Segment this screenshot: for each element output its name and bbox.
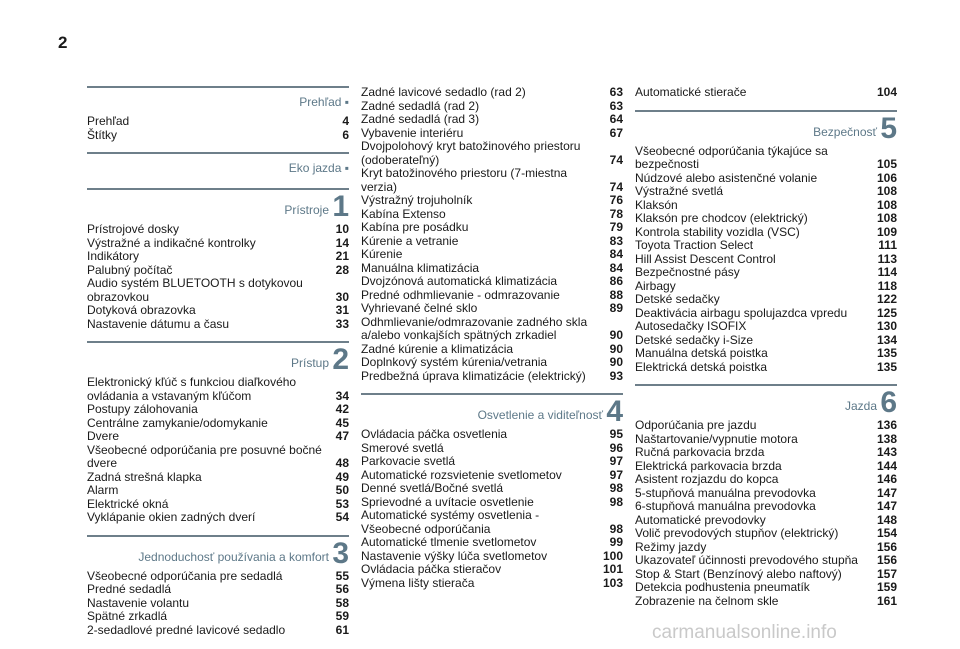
toc-entry-title: Detské sedačky i-Size [635,332,754,347]
toc-entry[interactable] [361,167,623,194]
toc-entry-title: Kúrenie [361,247,403,261]
toc-entry-page: 86 [609,274,623,288]
toc-entry-title: Elektrická detská poistka [635,359,768,374]
toc-entry[interactable] [87,417,349,431]
toc-entry[interactable] [361,356,623,370]
toc-entry-page: 130 [876,319,897,333]
toc-entry[interactable] [361,482,623,496]
toc-entry[interactable] [635,185,897,199]
toc-entry[interactable] [635,145,897,172]
toc-entry-title: Dvojzónová automatická klimatizácia [361,274,558,288]
toc-entry[interactable] [635,419,897,433]
toc-section [87,152,349,178]
section-number: 3 [332,536,349,570]
toc-entry-title: Parkovacie svetlá [361,454,456,468]
toc-entry-page: 148 [876,512,897,527]
toc-entry-title: Automatické stierače [635,85,747,99]
page-number: 2 [58,33,68,52]
toc-entry-page: 154 [876,526,897,540]
toc-entry-title: Bezpečnostné pásy [635,265,740,279]
toc-entry-page: 135 [876,346,897,360]
toc-entry-page: 134 [876,332,897,347]
toc-entry-page: 122 [876,292,897,306]
toc-entry[interactable] [361,428,623,442]
toc-entry-title: Ovládacia páčka osvetlenia [361,427,508,441]
toc-entry[interactable] [635,239,897,253]
toc-entry[interactable] [87,597,349,611]
toc-entry-title: Výmena lišty stierača [361,575,475,590]
toc-entry-page: 143 [876,445,897,459]
toc-entry-page: 14 [335,235,349,250]
section-title: Prehľad ▪ [299,95,349,109]
toc-entry-title: Detské sedačky [635,292,720,306]
toc-column-3 [635,86,897,618]
toc-entry[interactable] [635,487,897,501]
toc-entry-title: Ukazovateľ účinnosti prevodového stupňa [635,553,858,567]
toc-entry-title: Zobrazenie na čelnom skle [635,593,779,608]
toc-entry[interactable] [635,199,897,213]
toc-entry[interactable] [361,509,623,536]
toc-entry-page: 97 [609,467,623,482]
toc-entry-page: 125 [876,305,897,320]
toc-entry-page: 33 [335,316,349,331]
toc-entry-page: 136 [876,418,897,432]
toc-entry-page: 146 [876,472,897,486]
toc-entry-page: 103 [602,575,623,590]
section-header [635,110,897,145]
toc-entry-title: Toyota Traction Select [635,238,754,252]
toc-entry-page: 28 [335,262,349,277]
toc-entry-page: 93 [609,368,623,383]
toc-entry-title: Nastavenie volantu [87,595,190,610]
toc-entry-title: Stop & Start (Benzínový alebo naftový) [635,566,842,581]
toc-entry-page: 113 [877,251,897,266]
toc-entry-page: 98 [609,494,623,509]
toc-entry-page: 98 [609,481,623,495]
toc-entry[interactable] [87,264,349,278]
section-header [361,393,623,428]
toc-entry-page: 31 [335,303,349,317]
toc-entry[interactable] [361,262,623,276]
toc-entry[interactable] [361,127,623,141]
toc-entry-title: Manuálna klimatizácia [361,260,480,275]
toc-entry-title: Hill Assist Descent Control [635,251,776,266]
section-title: Prístroje [284,203,329,217]
toc-section [635,86,897,100]
toc-entry-title: Kontrola stability vozidla (VSC) [635,224,800,239]
toc-entry-title: Autosedačky ISOFIX [635,319,747,333]
toc-entry-title: Manuálna detská poistka [635,346,768,360]
toc-entry-title: Palubný počítač [87,262,173,277]
toc-entry-page: 118 [877,278,897,293]
toc-entry[interactable] [361,275,623,289]
toc-entry[interactable] [361,289,623,303]
toc-entry-title: Ovládacia páčka stieračov [361,562,502,576]
toc-entry-title: Štítky [87,127,118,142]
toc-entry[interactable] [635,541,897,555]
toc-entry[interactable] [361,469,623,483]
toc-entry-page: 111 [878,238,897,252]
toc-entry-page: 108 [876,184,897,198]
toc-entry[interactable] [361,455,623,469]
toc-entry[interactable] [635,554,897,568]
toc-entry[interactable] [361,442,623,456]
toc-entry-title: 6-stupňová manuálna prevodovka [635,499,816,513]
section-title: Bezpečnosť [813,124,877,139]
toc-entry-title: Odhmlievanie/odmrazovanie zadného skla a/alebo vonkajších spätných zrkadiel [361,314,588,342]
toc-entry-page: 4 [342,114,349,128]
toc-entry-title: Režimy jazdy [635,539,707,554]
toc-entry[interactable] [87,610,349,624]
toc-entry-title: Výstražné svetlá [635,184,724,198]
toc-entry[interactable] [87,115,349,129]
toc-entry-title: Volič prevodových stupňov (elektrický) [635,526,839,540]
toc-entry-page: 84 [609,247,623,261]
toc-entry-title: Elektronický kľúč s funkciou diaľkového ovládania a vstavaným kľúčom [87,375,297,403]
toc-entry[interactable] [361,86,623,100]
toc-entry[interactable] [361,194,623,208]
toc-entry[interactable] [87,318,349,332]
toc-entry-title: Elektrické okná [87,496,169,511]
toc-entry[interactable] [361,208,623,222]
toc-entry-title: 5-stupňová manuálna prevodovka [635,485,816,500]
toc-entry-page: 157 [876,566,897,581]
toc-entry-page: 108 [876,197,897,212]
toc-entry-page: 90 [609,328,623,342]
toc-entry-page: 50 [335,483,349,497]
toc-entry-page: 84 [609,260,623,275]
toc-entry-page: 63 [609,98,623,113]
toc-entry[interactable] [87,304,349,318]
toc-entry[interactable] [87,223,349,237]
toc-entry[interactable] [87,624,349,638]
toc-entry[interactable] [635,320,897,334]
toc-entry[interactable] [361,113,623,127]
toc-entry[interactable] [87,570,349,584]
toc-entry-page: 159 [876,580,897,594]
toc-entry-page: 76 [609,193,623,207]
toc-entry[interactable] [635,212,897,226]
toc-entry-title: Zadné sedadlá (rad 3) [361,112,480,126]
toc-entry[interactable] [361,235,623,249]
toc-entry-page: 6 [342,127,349,142]
toc-entry[interactable] [87,277,349,304]
toc-entry-title: Automatické prevodovky [635,512,766,527]
section-header [87,86,349,112]
toc-entry[interactable] [635,172,897,186]
toc-section [87,535,349,638]
toc-entry-page: 53 [335,496,349,511]
section-number: 5 [880,111,897,145]
toc-entry-title: Zadné sedadlá (rad 2) [361,98,480,113]
toc-entry-title: Audio systém BLUETOOTH s dotykovou obrazovkou [87,276,303,304]
toc-entry-title: Ručná parkovacia brzda [635,445,765,459]
toc-section [87,86,349,142]
section-title: Prístup [290,356,329,370]
toc-section [361,86,623,383]
toc-entry-title: Klaksón pre chodcov (elektrický) [635,211,808,225]
toc-column-2 [361,86,623,600]
toc-entry-page: 49 [335,469,349,484]
toc-entry[interactable] [635,253,897,267]
toc-entry-page: 104 [876,85,897,99]
toc-entry[interactable] [635,266,897,280]
toc-entry-page: 147 [876,485,897,500]
toc-entry-page: 74 [609,152,623,167]
toc-entry[interactable] [87,471,349,485]
toc-entry-title: Klaksón [635,197,678,212]
toc-entry-title: Smerové svetlá [361,440,444,455]
section-title: Jazda [844,399,877,413]
toc-entry[interactable] [635,280,897,294]
toc-entry-title: Indikátory [87,249,140,263]
toc-entry-page: 147 [876,499,897,513]
toc-entry-title: Prístrojové dosky [87,222,180,236]
toc-column-1 [87,86,349,647]
toc-entry[interactable] [361,302,623,316]
toc-entry[interactable] [635,568,897,582]
toc-entry-page: 34 [335,388,349,403]
toc-entry-page: 109 [876,224,897,239]
toc-entry-title: Naštartovanie/vypnutie motora [635,431,798,446]
toc-entry[interactable] [87,484,349,498]
toc-entry-title: Spätné zrkadlá [87,609,168,623]
toc-entry-page: 45 [335,415,349,430]
toc-entry-page: 100 [602,548,623,563]
toc-entry-page: 63 [609,85,623,99]
toc-entry-title: Vyhrievané čelné sklo [361,301,478,315]
toc-entry-title: Asistent rozjazdu do kopca [635,472,779,486]
toc-entry-title: Detekcia podhustenia pneumatík [635,580,810,594]
section-header [87,535,349,570]
toc-entry-title: Všeobecné odporúčania pre posuvné bočné dvere [87,442,322,470]
toc-entry[interactable] [361,550,623,564]
toc-entry[interactable] [361,496,623,510]
toc-entry-page: 144 [876,458,897,473]
toc-entry-page: 48 [335,456,349,470]
toc-entry-page: 55 [335,568,349,583]
section-header [635,384,897,419]
toc-entry-title: Centrálne zamykanie/odomykanie [87,415,268,430]
toc-entry-page: 97 [609,454,623,468]
section-title: Osvetlenie a viditeľnosť [477,408,603,422]
toc-entry[interactable] [635,446,897,460]
section-number: 6 [880,386,897,419]
section-title: Eko jazda ▪ [288,161,349,175]
section-number: 2 [332,343,349,376]
toc-entry[interactable] [87,237,349,251]
toc-entry-title: Výstražný trojuholník [361,193,473,207]
toc-entry-title: Všeobecné odporúčania týkajúce sa bezpečnosti [635,143,828,171]
toc-entry[interactable] [635,581,897,595]
toc-entry-page: 114 [877,265,897,279]
toc-section [635,384,897,608]
section-header [87,188,349,223]
toc-entry-title: Vyklápanie okien zadných dverí [87,510,256,524]
toc-entry[interactable] [87,430,349,444]
toc-entry-title: Núdzové alebo asistenčné volanie [635,170,818,185]
section-number: 1 [332,190,349,223]
section-header [87,341,349,376]
toc-entry-title: Postupy zálohovania [87,402,198,416]
toc-entry[interactable] [361,140,623,167]
toc-entry[interactable] [635,460,897,474]
toc-entry[interactable] [361,316,623,343]
toc-entry-page: 88 [609,287,623,302]
toc-entry-page: 90 [609,355,623,369]
toc-entry-page: 108 [876,211,897,225]
toc-entry-title: Deaktivácia airbagu spolujazdca vpredu [635,305,848,320]
toc-entry[interactable] [87,403,349,417]
toc-entry[interactable] [361,100,623,114]
toc-entry[interactable] [635,361,897,375]
toc-entry-page: 64 [609,112,623,126]
toc-entry[interactable] [361,343,623,357]
toc-entry-page: 78 [609,206,623,221]
toc-entry-title: Nastavenie dátumu a času [87,316,230,331]
toc-entry-page: 138 [876,431,897,446]
toc-entry-title: Elektrická parkovacia brzda [635,458,782,473]
toc-entry-title: Odporúčania pre jazdu [635,418,757,432]
toc-entry[interactable] [635,527,897,541]
toc-entry[interactable] [361,248,623,262]
toc-entry-title: Airbagy [635,278,676,293]
toc-entry-title: Denné svetlá/Bočné svetlá [361,481,504,495]
toc-section [87,188,349,331]
toc-entry[interactable] [361,577,623,591]
toc-entry-title: Zadné lavicové sedadlo (rad 2) [361,85,526,99]
toc-entry-title: Doplnkový systém kúrenia/vetrania [361,355,548,369]
toc-entry-title: 2-sedadlové predné lavicové sedadlo [87,622,286,637]
toc-section [635,110,897,375]
toc-entry-page: 67 [609,125,623,140]
toc-entry-title: Dvere [87,429,120,443]
section-header [87,152,349,178]
toc-entry[interactable] [635,514,897,528]
toc-entry-page: 42 [335,402,349,416]
toc-entry-page: 89 [609,301,623,315]
toc-entry-title: Predné odhmlievanie - odmrazovanie [361,287,560,302]
toc-entry-page: 99 [609,535,623,549]
toc-entry-page: 30 [335,289,349,304]
toc-entry[interactable] [635,86,897,100]
toc-entry-page: 79 [609,220,623,234]
toc-entry[interactable] [87,498,349,512]
toc-entry-page: 95 [609,427,623,441]
section-number: 4 [606,395,623,428]
toc-entry-page: 21 [335,249,349,263]
toc-entry-page: 58 [335,595,349,610]
toc-entry-title: Dotyková obrazovka [87,303,196,317]
toc-entry[interactable] [635,226,897,240]
toc-entry-page: 105 [876,157,897,171]
toc-entry[interactable] [361,563,623,577]
toc-entry-title: Sprievodné a uvítacie osvetlenie [361,494,534,509]
toc-section [87,341,349,525]
toc-entry-title: Automatické rozsvietenie svetlometov [361,467,562,482]
toc-entry-page: 83 [609,233,623,248]
toc-entry-page: 10 [335,222,349,236]
toc-entry-title: Nastavenie výšky lúča svetlometov [361,548,548,563]
toc-entry-page: 96 [609,440,623,455]
toc-entry-page: 156 [876,539,897,554]
toc-entry-title: Všeobecné odporúčania pre sedadlá [87,568,283,583]
toc-entry-page: 61 [335,622,349,637]
toc-entry[interactable] [361,536,623,550]
toc-entry[interactable] [635,293,897,307]
toc-entry-title: Zadná strešná klapka [87,469,202,484]
toc-entry-title: Dvojpolohový kryt batožinového priestoru (odoberateľný) [361,139,581,167]
section-title: Jednoduchosť používania a komfort [138,549,329,564]
toc-entry-page: 101 [602,562,623,576]
toc-entry-title: Alarm [87,483,119,497]
toc-entry[interactable] [87,250,349,264]
toc-section [361,393,623,590]
toc-entry-page: 59 [335,609,349,623]
toc-entry-title: Predbežná úprava klimatizácie (elektrický) [361,368,586,383]
toc-entry-title: Výstražné a indikačné kontrolky [87,235,256,250]
toc-entry[interactable] [87,583,349,597]
toc-entry[interactable] [635,347,897,361]
toc-entry-page: 135 [876,359,897,374]
toc-entry-page: 98 [609,521,623,536]
toc-entry[interactable] [635,433,897,447]
toc-entry[interactable] [87,129,349,143]
toc-entry-page: 90 [609,341,623,356]
toc-entry-title: Kabína pre posádku [361,220,469,234]
toc-entry[interactable] [635,473,897,487]
toc-entry[interactable] [361,221,623,235]
toc-entry-title: Automatické systémy osvetlenia - Všeobecné odporúčania [361,508,540,536]
toc-entry-title: Vybavenie interiéru [361,125,464,140]
toc-entry-page: 47 [335,429,349,443]
watermark: carmanualsonline.info [652,622,837,643]
toc-entry-title: Kryt batožinového priestoru (7-miestna verzia) [361,166,568,194]
toc-entry-page: 74 [609,179,623,194]
toc-entry[interactable] [87,511,349,525]
toc-entry-title: Predné sedadlá [87,582,172,596]
toc-entry-page: 156 [876,553,897,567]
toc-entry-page: 56 [335,582,349,596]
toc-entry[interactable] [635,595,897,609]
toc-entry-page: 161 [876,593,897,608]
toc-entry-title: Prehľad [87,114,130,128]
toc-entry[interactable] [635,307,897,321]
toc-entry-title: Kúrenie a vetranie [361,233,459,248]
toc-entry-title: Zadné kúrenie a klimatizácia [361,341,514,356]
toc-entry-page: 54 [335,510,349,524]
toc-entry-page: 106 [876,170,897,185]
toc-entry-title: Kabína Extenso [361,206,446,221]
toc-entry[interactable] [361,370,623,384]
toc-entry-title: Automatické tlmenie svetlometov [361,535,537,549]
toc-entry[interactable] [87,376,349,403]
toc-entry[interactable] [635,500,897,514]
toc-entry[interactable] [87,444,349,471]
toc-entry[interactable] [635,334,897,348]
